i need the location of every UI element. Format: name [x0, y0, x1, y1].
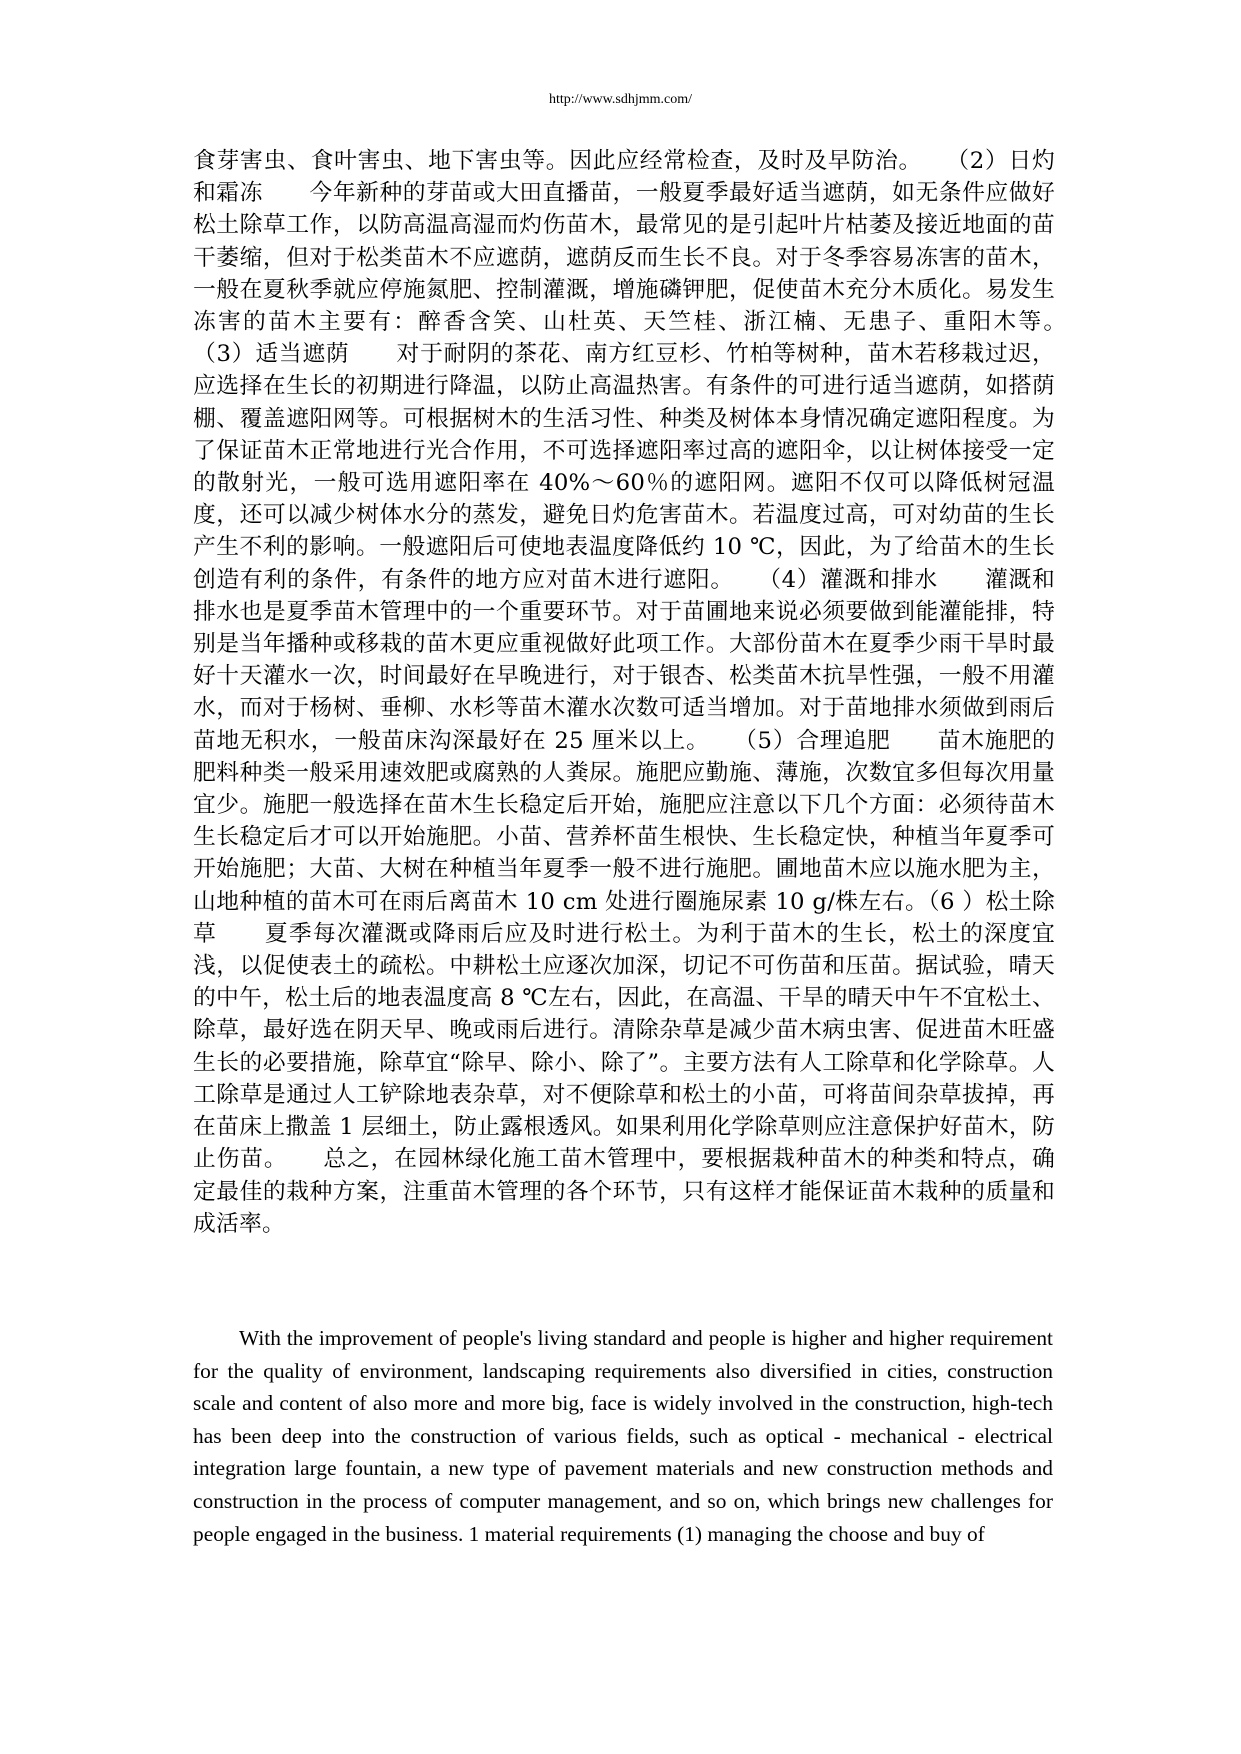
- chinese-paragraph: 食芽害虫、食叶害虫、地下害虫等。因此应经常检查，及时及早防治。 （2）日灼和霜冻 今年新种的芽苗或大田直播苗，一般夏季最好适当遮荫，如无条件应做好松土除草工作，以防高温高湿而灼伤苗木，最常见的是引起叶片枯萎及接近地面的苗干萎缩，但对于松类苗木不应遮荫，遮荫反而生长不良。对于冬季容易冻害的苗木，一般在夏秋季就应停施氮肥、控制灌溉，增施磷钾肥，促使苗木充分木质化。易发生冻害的苗木主要有：醉香含笑、山杜英、天竺桂、浙江楠、无患子、重阳木等。 （3）适当遮荫 对于耐阴的茶花、南方红豆杉、竹柏等树种，苗木若移栽过迟，应选择在生长的初期进行降温，以防止高温热害。有条件的可进行适当遮荫，如搭荫棚、覆盖遮阳网等。可根据树木的生活习性、种类及树体本身情况确定遮阳程度。为了保证苗木正常地进行光合作用，不可选择遮阳率过高的遮阳伞，以让树体接受一定的散射光，一般可选用遮阳率在 40%～60％的遮阳网。遮阳不仅可以降低树冠温度，还可以减少树体水分的蒸发，避免日灼危害苗木。若温度过高，可对幼苗的生长产生不利的影响。一般遮阳后可使地表温度降低约 10 ℃，因此，为了给苗木的生长创造有利的条件，有条件的地方应对苗木进行遮阳。 （4）灌溉和排水 灌溉和排水也是夏季苗木管理中的一个重要环节。对于苗圃地来说必须要做到能灌能排，特别是当年播种或移栽的苗木更应重视做好此项工作。大部份苗木在夏季少雨干旱时最好十天灌水一次，时间最好在早晚进行，对于银杏、松类苗木抗旱性强，一般不用灌水，而对于杨树、垂柳、水杉等苗木灌水次数可适当增加。对于苗地排水须做到雨后苗地无积水，一般苗床沟深最好在 25 厘米以上。 （5）合理追肥 苗木施肥的肥料种类一般采用速效肥或腐熟的人粪尿。施肥应勤施、薄施，次数宜多但每次用量宜少。施肥一般选择在苗木生长稳定后开始，施肥应注意以下几个方面：必须待苗木生长稳定后才可以开始施肥。小苗、营养杯苗生根快、生长稳定快，种植当年夏季可开始施肥；大苗、大树在种植当年夏季一般不进行施肥。圃地苗木应以施水肥为主，山地种植的苗木可在雨后离苗木 10 cm 处进行圈施尿素 10 g/株左右。（6 ）松土除草 夏季每次灌溉或降雨后应及时进行松土。为利于苗木的生长，松土的深度宜浅，以促使表土的疏松。中耕松土应逐次加深，切记不可伤苗和压苗。据试验，晴天的中午，松土后的地表温度高 8 ℃左右，因此，在高温、干旱的晴天中午不宜松土、除草，最好选在阴天早、晚或雨后进行。清除杂草是减少苗木病虫害、促进苗木旺盛生长的必要措施，除草宜“除早、除小、除了”。主要方法有人工除草和化学除草。人工除草是通过人工铲除地表杂草，对不便除草和松土的小苗，可将苗间杂草拔掉，再在苗床上撒盖 1 层细土，防止露根透风。如果利用化学除草则应注意保护好苗木，防止伤苗。 总之，在园林绿化施工苗木管理中，要根据栽种苗木的种类和特点，确定最佳的栽种方案，注重苗木管理的各个环节，只有这样才能保证苗木栽种的质量和成活率。: [193, 148, 1101, 1237]
- english-paragraph: With the improvement of people's living standard and people is higher and higher requirement for the quality of environment, landscaping requirements also diversified in cities, construction scale and content of also more and more big, face is widely involved in the construction, high-tech has been deep into the construction of various fields, such as optical - mechanical - electrical integration large fountain, a new type of pavement materials and new construction methods and construction in the process of computer management, and so on, which brings new challenges for people engaged in the business. 1 material requirements (1) managing the choose and buy of: [193, 1326, 1053, 1546]
- header-url: http://www.sdhjmm.com/: [549, 92, 692, 107]
